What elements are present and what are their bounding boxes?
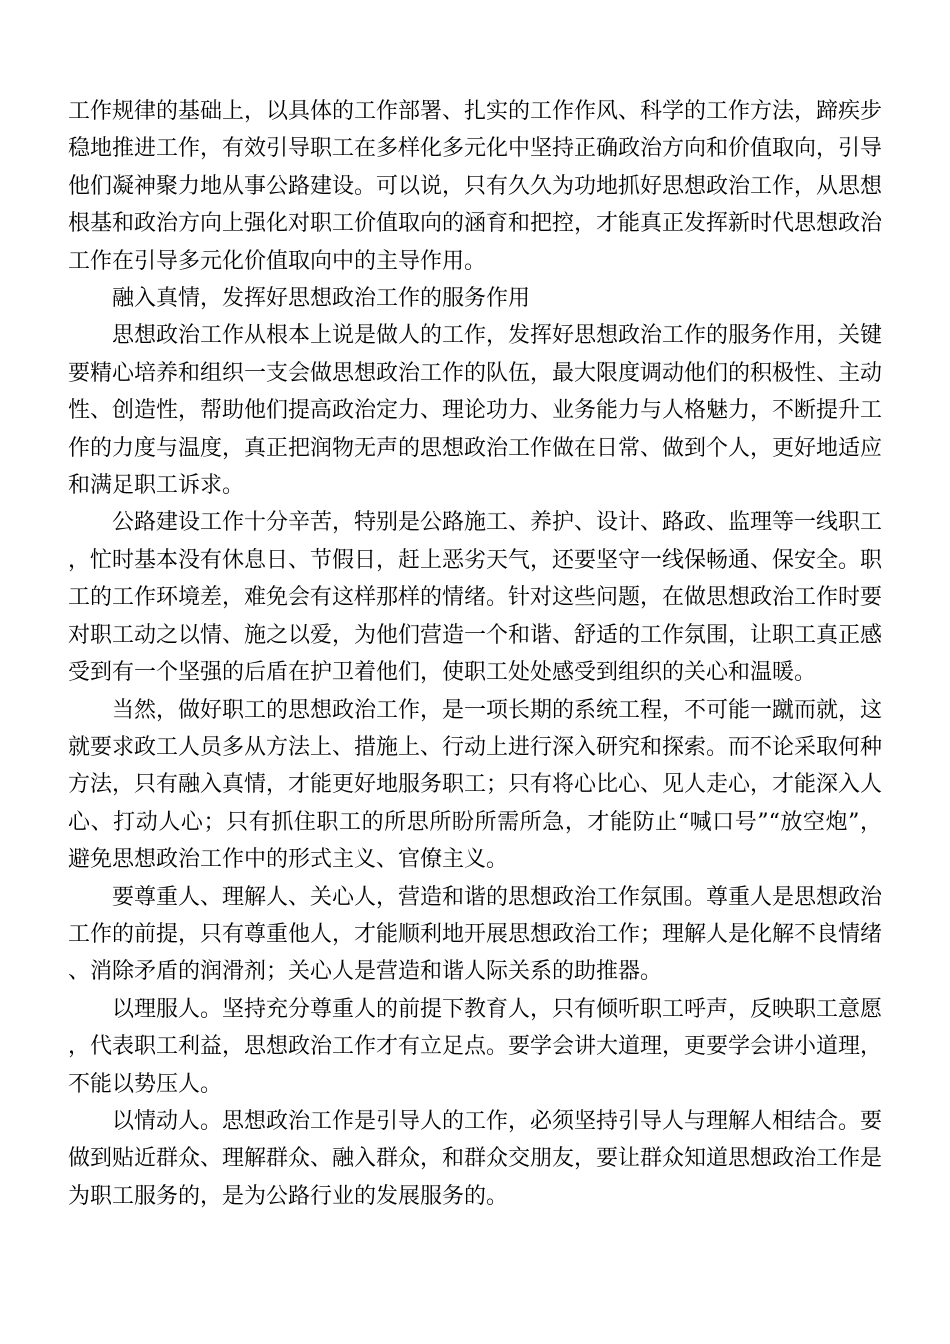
section-heading: 融入真情，发挥好思想政治工作的服务作用 bbox=[112, 286, 531, 312]
paragraph-continuation: 工作规律的基础上，以具体的工作部署、扎实的工作作风、科学的工作方法，蹄疾步稳地推进工作，有效引导职工在多样化多元化中坚持正确政治方向和价值取向，引导他们凝神聚力地从事公路建设。可以说，只有久久为功地抓好思想政治工作，从思想根基和政治方向上强化对职工价值取向的涵育和把控，才能真正发挥新时代思想政治工作在引导多元化价值取向中的主导作用。 bbox=[68, 99, 883, 274]
paragraph: 以理服人。坚持充分尊重人的前提下教育人，只有倾听职工呼声，反映职工意愿，代表职工利益，思想政治工作才有立足点。要学会讲大道理，更要学会讲小道理，不能以势压人。 bbox=[68, 996, 883, 1097]
paragraph: 公路建设工作十分辛苦，特别是公路施工、养护、设计、路政、监理等一线职工，忙时基本没有休息日、节假日，赶上恶劣天气，还要坚守一线保畅通、保安全。职工的工作环境差，难免会有这样那样的情绪。针对这些问题，在做思想政治工作时要对职工动之以情、施之以爱，为他们营造一个和谐、舒适的工作氛围，让职工真正感受到有一个坚强的后盾在护卫着他们，使职工处处感受到组织的关心和温暖。 bbox=[68, 510, 883, 686]
paragraph: 以情动人。思想政治工作是引导人的工作，必须坚持引导人与理解人相结合。要做到贴近群众、理解群众、融入群众，和群众交朋友，要让群众知道思想政治工作是为职工服务的，是为公路行业的发展服务的。 bbox=[68, 1108, 883, 1209]
paragraph: 当然，做好职工的思想政治工作，是一项长期的系统工程，不可能一蹴而就，这就要求政工人员多从方法上、措施上、行动上进行深入研究和探索。而不论采取何种方法，只有融入真情，才能更好地服务职工；只有将心比心、见人走心，才能深入人心、打动人心；只有抓住职工的所思所盼所需所急，才能防止“喊口号”“放空炮”，避免思想政治工作中的形式主义、官僚主义。 bbox=[68, 697, 883, 873]
document-body bbox=[68, 93, 882, 1215]
paragraph: 思想政治工作从根本上说是做人的工作，发挥好思想政治工作的服务作用，关键要精心培养和组织一支会做思想政治工作的队伍，最大限度调动他们的积极性、主动性、创造性，帮助他们提高政治定力、理论功力、业务能力与人格魅力，不断提升工作的力度与温度，真正把润物无声的思想政治工作做在日常、做到个人，更好地适应和满足职工诉求。 bbox=[68, 323, 883, 499]
paragraph: 要尊重人、理解人、关心人，营造和谐的思想政治工作氛围。尊重人是思想政治工作的前提，只有尊重他人，才能顺利地开展思想政治工作；理解人是化解不良情绪、消除矛盾的润滑剂；关心人是营造和谐人际关系的助推器。 bbox=[68, 884, 883, 985]
